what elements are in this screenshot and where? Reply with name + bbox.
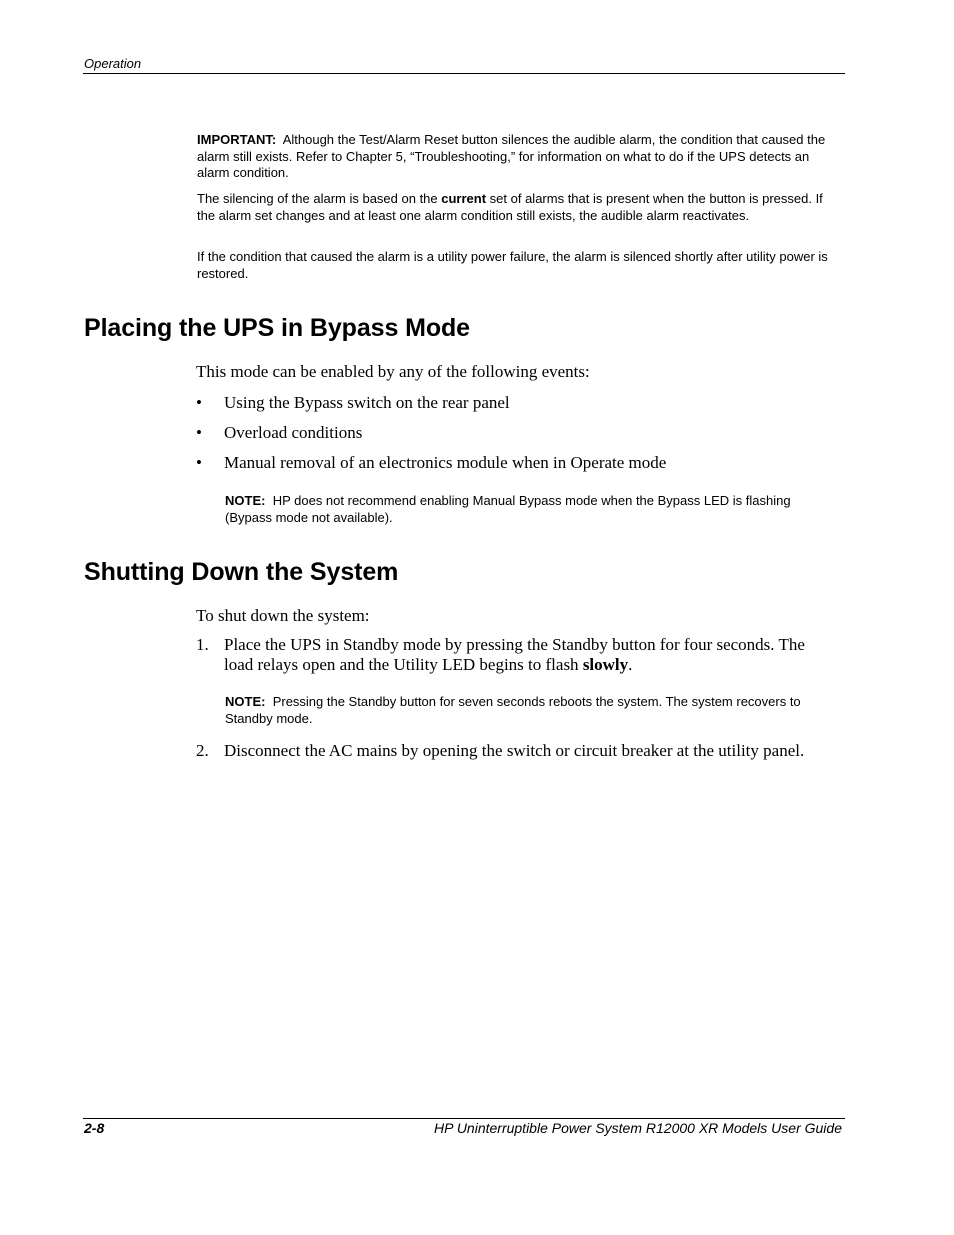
bypass-intro: This mode can be enabled by any of the following events:	[196, 362, 590, 381]
important-note	[197, 132, 837, 182]
alarm-silencing-text-start: The silencing of the alarm is based on the	[197, 191, 442, 206]
alarm-silencing-emphasis: current	[441, 191, 487, 206]
step-text: Disconnect the AC mains by opening the switch or circuit breaker at the utility panel.	[224, 741, 805, 760]
running-header: Operation	[84, 56, 142, 71]
page-number: 2-8	[84, 1120, 105, 1136]
bullet-text: Manual removal of an electronics module when in Operate mode	[224, 453, 667, 472]
note-text: Pressing the Standby button for seven seconds reboots the system. The system recovers to Standby mode.	[225, 694, 801, 726]
bullet-marker: •	[196, 393, 202, 412]
bypass-note	[225, 493, 840, 526]
standby-note	[225, 694, 840, 727]
important-text: Although the Test/Alarm Reset button silences the audible alarm, the condition that caused the alarm still exists. Refer to Chapter 5, “Troubleshooting,” for information on what to do if the UPS detects an alarm condition.	[197, 132, 826, 180]
step-text-end: .	[628, 655, 633, 674]
note-text: HP does not recommend enabling Manual Bypass mode when the Bypass LED is flashing (Bypass mode not available).	[225, 493, 791, 525]
footer-divider	[83, 1118, 845, 1119]
step-number: 1.	[196, 635, 209, 654]
header-divider	[83, 73, 845, 74]
note-label: NOTE:	[225, 493, 266, 508]
shutdown-heading: Shutting Down the System	[84, 558, 399, 586]
bullet-text: Overload conditions	[224, 423, 363, 442]
alarm-silencing-paragraph	[197, 191, 837, 224]
document-title: HP Uninterruptible Power System R12000 XR Models User Guide	[434, 1120, 842, 1136]
bypass-heading: Placing the UPS in Bypass Mode	[84, 314, 470, 342]
step-number: 2.	[196, 741, 209, 760]
bullet-text: Using the Bypass switch on the rear panel	[224, 393, 510, 412]
note-label: NOTE:	[225, 694, 266, 709]
step-text-start: Place the UPS in Standby mode by pressing the Standby button for four seconds. The load relays open and the Utility LED begins to flash	[224, 635, 805, 674]
step-text	[224, 635, 836, 675]
bullet-marker: •	[196, 453, 202, 472]
bullet-marker: •	[196, 423, 202, 442]
utility-failure-paragraph: If the condition that caused the alarm is a utility power failure, the alarm is silenced shortly after utility power is restored.	[197, 249, 828, 281]
important-label: IMPORTANT:	[197, 132, 277, 147]
step-emphasis: slowly	[582, 655, 629, 674]
alarm-silencing-text-end: set of alarms that is present when the button is pressed. If the alarm set changes and at least one alarm condition still exists, the audible alarm reactivates.	[197, 191, 823, 223]
shutdown-intro: To shut down the system:	[196, 606, 370, 625]
